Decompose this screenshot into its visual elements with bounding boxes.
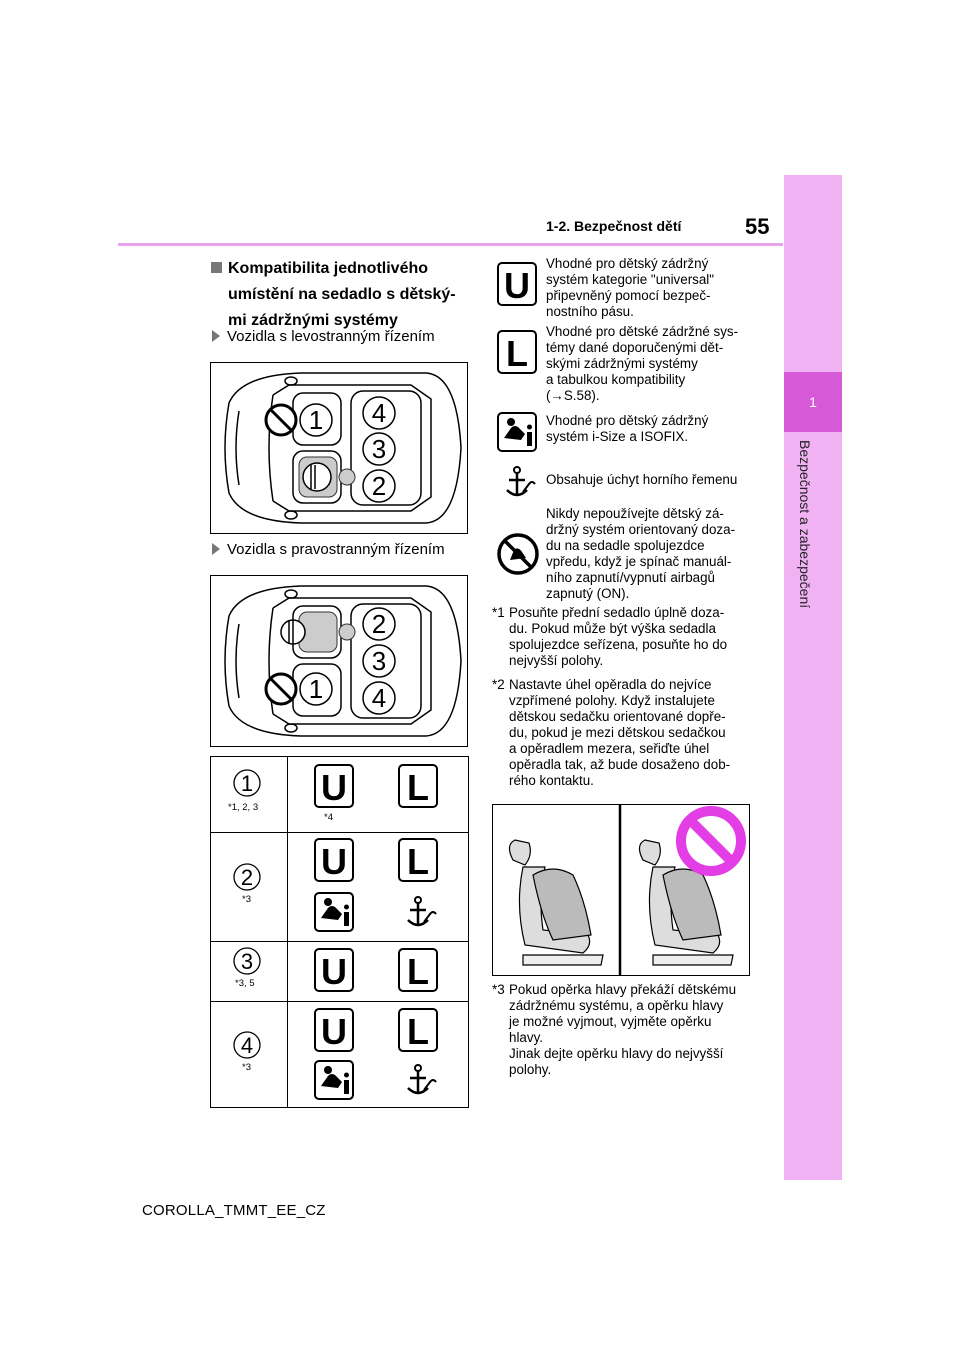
document-code: COROLLA_TMMT_EE_CZ xyxy=(142,1202,326,1219)
svg-text:U: U xyxy=(321,767,347,808)
chapter-number-tab[interactable] xyxy=(784,372,842,432)
svg-text:L: L xyxy=(407,1011,429,1052)
seat-2-label: 2 xyxy=(371,609,387,639)
seat-4-circle-icon xyxy=(232,1030,262,1060)
svg-text:1: 1 xyxy=(240,771,254,796)
footnote-2 xyxy=(492,677,762,789)
arrow-right-icon xyxy=(212,543,220,555)
isize-icon xyxy=(314,1060,354,1100)
u-universal-icon xyxy=(497,262,537,306)
table-row-4-note: *3 xyxy=(242,1062,251,1073)
table-row-1-u-note: *4 xyxy=(324,812,333,823)
chapter-number: 1 xyxy=(809,394,817,410)
svg-text:U: U xyxy=(321,1011,347,1052)
rhd-seating-diagram xyxy=(210,575,468,747)
section-heading: Kompatibilita jednotlivého umístění na sedadlo s dětský-mi zádržnými systémy xyxy=(228,260,456,329)
top-tether-anchor-icon xyxy=(398,892,438,932)
svg-text:4: 4 xyxy=(240,1033,254,1058)
legend-u-text: Vhodné pro dětský zádržný systém kategorie "universal" připevněný pomocí bezpeč- nostního pásu. xyxy=(546,256,715,319)
top-tether-anchor-icon xyxy=(398,1060,438,1100)
svg-text:L: L xyxy=(407,841,429,882)
top-tether-anchor-icon xyxy=(497,462,537,502)
car-topview-rhd-icon xyxy=(211,576,467,746)
svg-text:L: L xyxy=(407,951,429,992)
table-divider xyxy=(287,757,288,1107)
chapter-side-tab xyxy=(784,175,842,1180)
l-vehicle-specific-icon xyxy=(398,764,438,808)
table-row-3-note: *3, 5 xyxy=(235,978,255,989)
isize-icon xyxy=(314,892,354,932)
l-vehicle-specific-icon xyxy=(398,838,438,882)
l-vehicle-specific-icon xyxy=(497,330,537,374)
headrest-illustration xyxy=(492,804,750,976)
l-vehicle-specific-icon xyxy=(398,948,438,992)
seat-1-label: 1 xyxy=(308,674,324,704)
seat-4-label: 4 xyxy=(371,683,387,713)
footnote-3 xyxy=(492,982,762,1078)
seat-2-circle-icon xyxy=(232,862,262,892)
table-row-1-note: *1, 2, 3 xyxy=(228,802,259,813)
table-divider xyxy=(211,832,468,833)
svg-text:3: 3 xyxy=(240,949,254,974)
seat-3-circle-icon xyxy=(232,946,262,976)
footnote-text: Nastavte úhel opěradla do nejvíce vzpřímené polohy. Když instalujete dětskou sedačku orientované dopře- du, pokud je mezi dětskou sedačkou a opěradlem mezera, seřiďte úhel opěradla tak, až bude dosaženo dob- rého kontaktu. xyxy=(509,677,731,788)
lhd-subheading: Vozidla s levostranným řízením xyxy=(212,328,435,345)
no-rear-facing-seat-icon xyxy=(496,532,540,576)
arrow-right-icon xyxy=(212,330,220,342)
u-universal-icon xyxy=(314,838,354,882)
seat-2-label: 2 xyxy=(371,471,387,501)
table-divider xyxy=(211,941,468,942)
isize-icon xyxy=(497,412,537,452)
seat-3-label: 3 xyxy=(371,646,387,676)
u-universal-icon xyxy=(314,948,354,992)
section-title: 1-2. Bezpečnost dětí xyxy=(546,218,682,234)
svg-text:U: U xyxy=(321,841,347,882)
header-divider xyxy=(118,243,783,246)
child-seat-headrest-icon xyxy=(493,805,749,975)
car-topview-lhd-icon xyxy=(211,363,467,533)
table-divider xyxy=(211,1001,468,1002)
chapter-title: Bezpečnost a zabezpečení xyxy=(797,440,813,609)
seat-4-label: 4 xyxy=(371,398,387,428)
legend-isize-text: Vhodné pro dětský zádržný systém i-Size a ISOFIX. xyxy=(546,413,709,444)
seat-1-label: 1 xyxy=(308,405,324,435)
legend-l-text: Vhodné pro dětské zádržné sys- témy dané doporučenými dět- skými zádržnými systémy a tabulkou kompatibility (→S.58). xyxy=(546,324,739,403)
l-vehicle-specific-icon xyxy=(398,1008,438,1052)
footnote-text: Posuňte přední sedadlo úplně doza- du. Pokud může být výška sedadla spolujezdce seřízena, posuňte ho do nejvyšší polohy. xyxy=(509,605,728,668)
svg-text:U: U xyxy=(321,951,347,992)
heading-bullet-icon xyxy=(211,262,222,273)
footnote-mark: *3 xyxy=(492,982,505,997)
footnote-mark: *2 xyxy=(492,677,505,692)
svg-text:2: 2 xyxy=(240,865,254,890)
u-universal-icon xyxy=(314,764,354,808)
svg-text:L: L xyxy=(407,767,429,808)
seat-1-circle-icon xyxy=(232,768,262,798)
u-universal-icon xyxy=(314,1008,354,1052)
legend-airbag-text: Nikdy nepoužívejte dětský zá- držný systém orientovaný doza- du na sedadle spolujezdce vpředu, když je spínač manuál- ního zapnutí/vypnutí airbagů zapnutý (ON). xyxy=(546,506,736,601)
table-row-2-note: *3 xyxy=(242,894,251,905)
footnote-1 xyxy=(492,605,762,669)
svg-text:U: U xyxy=(504,265,530,306)
seat-3-label: 3 xyxy=(371,434,387,464)
page-number: 55 xyxy=(745,214,770,239)
rhd-subheading: Vozidla s pravostranným řízením xyxy=(212,541,445,558)
svg-text:L: L xyxy=(506,333,528,374)
legend-tether-text: Obsahuje úchyt horního řemenu xyxy=(546,472,738,487)
footnote-text: Pokud opěrka hlavy překáží dětskému zádržnému systému, a opěrku hlavy je možné vyjmout, vyjměte opěrku hlavy. Jinak dejte opěrku hlavy do nejvyšší polohy. xyxy=(509,982,737,1077)
footnote-mark: *1 xyxy=(492,605,505,620)
lhd-seating-diagram xyxy=(210,362,468,534)
